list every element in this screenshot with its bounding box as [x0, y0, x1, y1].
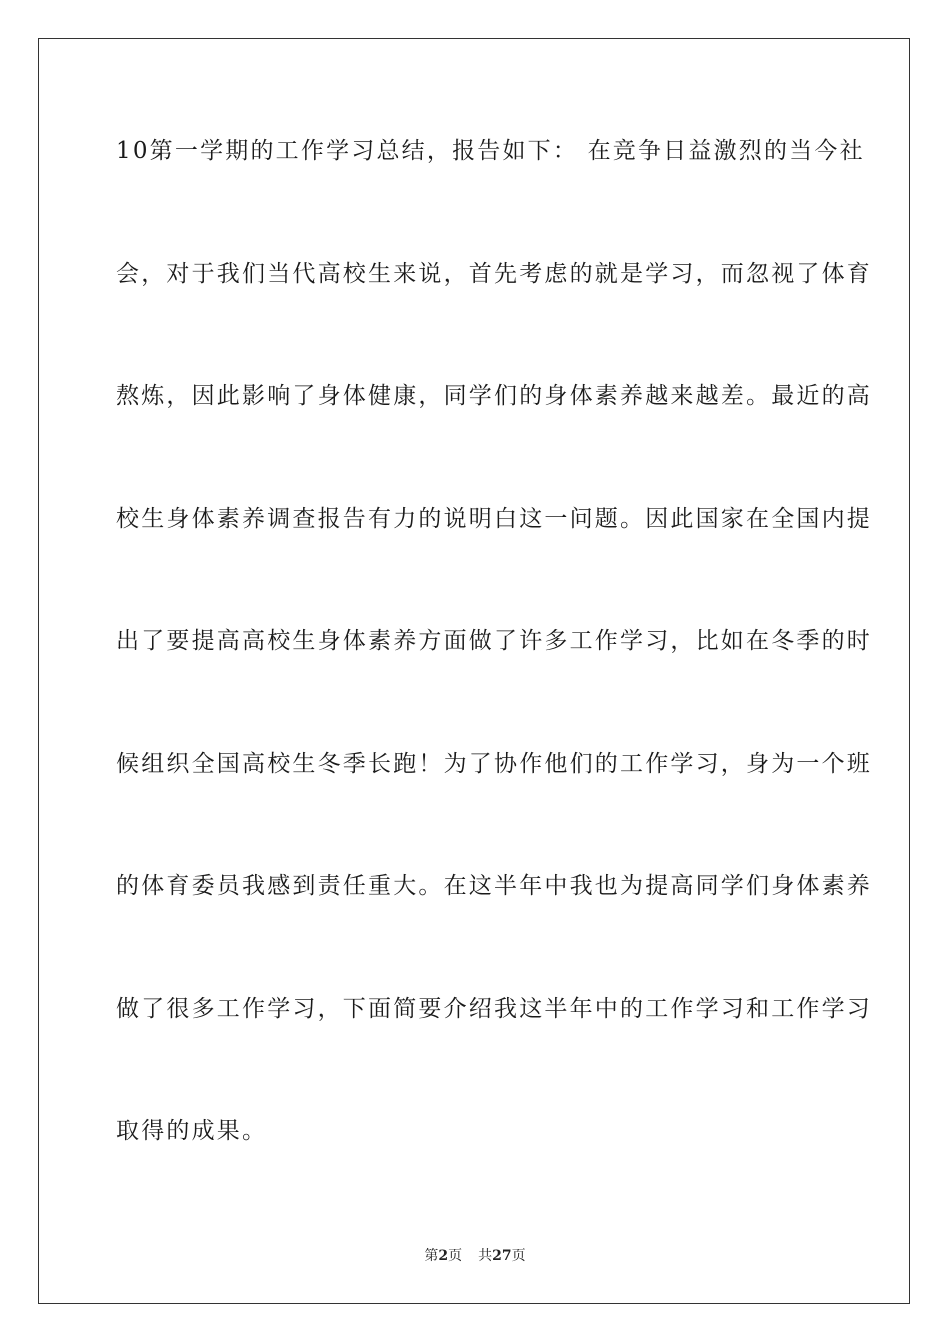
- document-body: [116, 128, 872, 1231]
- page-footer: [0, 1246, 950, 1266]
- text-line-2: 会，对于我们当代高校生来说，首先考虑的就是学习，而忽视了体育: [116, 260, 872, 287]
- text-line-4: 校生身体素养调查报告有力的说明白这一问题。因此国家在全国内提: [116, 505, 872, 532]
- text-line-5: 出了要提高高校生身体素养方面做了许多工作学习，比如在冬季的时: [116, 628, 872, 654]
- text-line-8: 做了很多工作学习，下面简要介绍我这半年中的工作学习和工作学习: [116, 995, 872, 1022]
- total-suffix: 页: [511, 1248, 526, 1264]
- total-prefix: 共: [478, 1248, 493, 1264]
- text-line-1: 10第一学期的工作学习总结，报告如下： 在竞争日益激烈的当今社: [116, 138, 865, 164]
- text-line-9: 取得的成果。: [116, 1118, 268, 1144]
- page-suffix: 页: [448, 1248, 463, 1264]
- text-line-3: 熬炼，因此影响了身体健康，同学们的身体素养越来越差。最近的高: [116, 383, 872, 409]
- total-pages: 27: [492, 1248, 512, 1264]
- page-prefix: 第: [424, 1248, 439, 1264]
- page-number: 2: [438, 1248, 449, 1264]
- text-line-7: 的体育委员我感到责任重大。在这半年中我也为提高同学们身体素养: [116, 873, 872, 899]
- text-line-6: 候组织全国高校生冬季长跑！为了协作他们的工作学习，身为一个班: [116, 750, 872, 777]
